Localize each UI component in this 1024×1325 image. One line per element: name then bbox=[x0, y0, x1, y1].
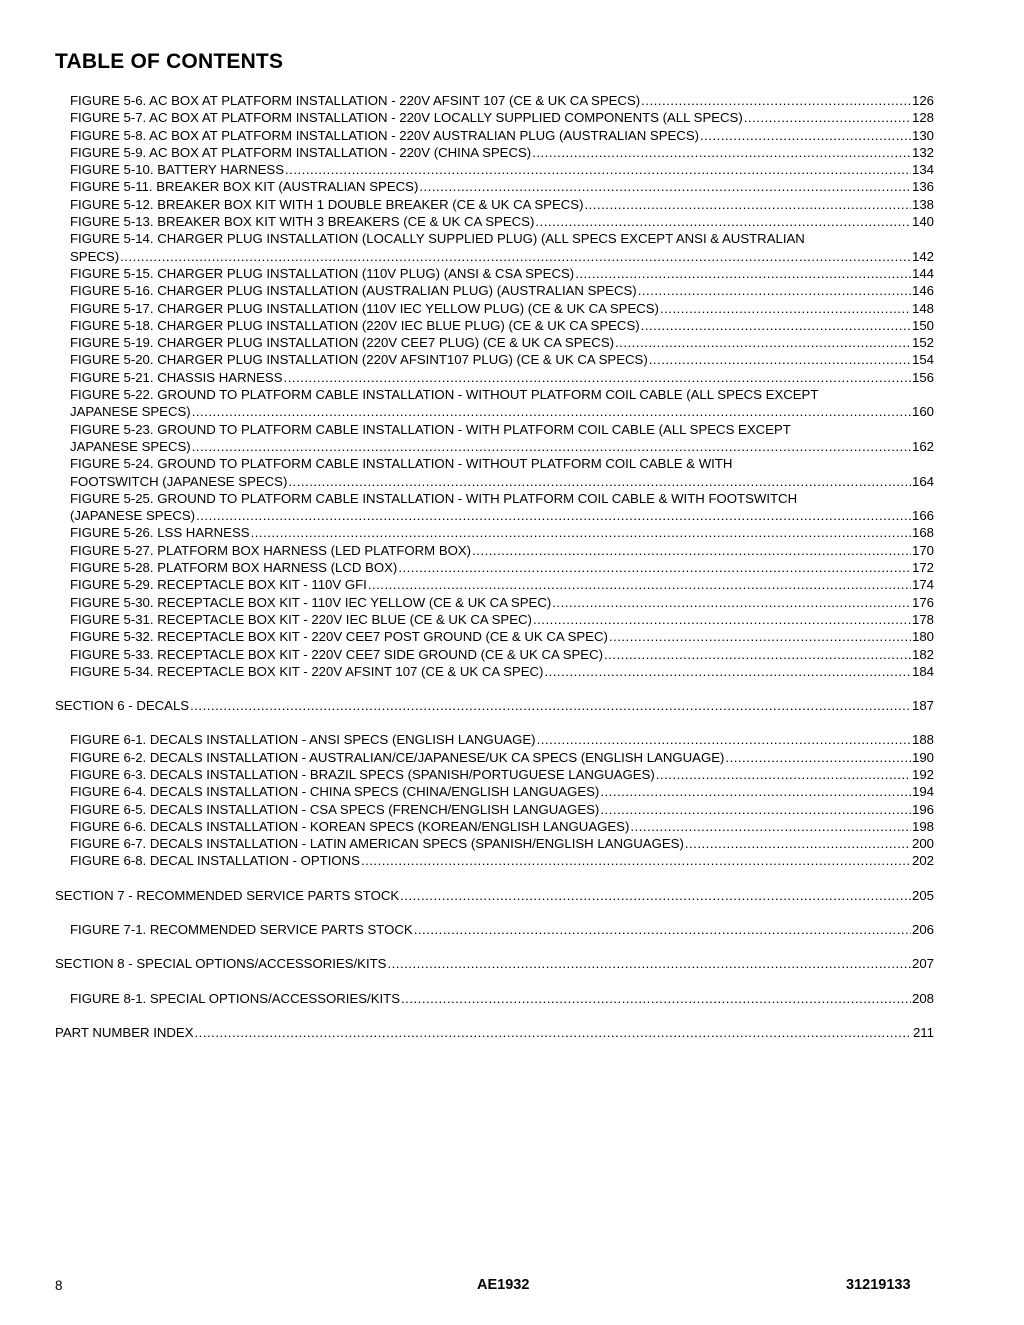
toc-figure-entry[interactable] bbox=[0, 801, 1024, 818]
dot-leader bbox=[398, 559, 911, 576]
toc-entry-title: FIGURE 5-14. CHARGER PLUG INSTALLATION (LOCALLY SUPPLIED PLUG) (ALL SPECS EXCEPT ANSI & AUSTRALIAN bbox=[70, 231, 805, 247]
toc-entry-title: FIGURE 5-8. AC BOX AT PLATFORM INSTALLATION - 220V AUSTRALIAN PLUG (AUSTRALIAN SPECS) bbox=[70, 127, 700, 143]
page-title: TABLE OF CONTENTS bbox=[55, 50, 284, 73]
dot-leader bbox=[615, 334, 911, 351]
toc-entry-title: FIGURE 5-34. RECEPTACLE BOX KIT - 220V AFSINT 107 (CE & UK CA SPEC) bbox=[70, 663, 544, 679]
toc-entry-line bbox=[0, 438, 934, 455]
toc-figure-entry[interactable] bbox=[0, 783, 1024, 800]
toc-entry-title: FIGURE 5-23. GROUND TO PLATFORM CABLE INSTALLATION - WITH PLATFORM COIL CABLE (ALL SPECS EXCEPT bbox=[70, 421, 791, 437]
toc-entry-line bbox=[0, 92, 934, 109]
dot-leader bbox=[192, 438, 911, 455]
section-spacer bbox=[0, 938, 1024, 955]
dot-leader bbox=[472, 542, 911, 559]
toc-figure-entry[interactable] bbox=[0, 646, 1024, 663]
toc-entry-line bbox=[0, 455, 934, 472]
toc-figure-entry[interactable] bbox=[0, 265, 1024, 282]
toc-entry-title: FIGURE 5-13. BREAKER BOX KIT WITH 3 BREAKERS (CE & UK CA SPECS) bbox=[70, 214, 535, 230]
dot-leader bbox=[641, 92, 911, 109]
dot-leader bbox=[387, 955, 911, 972]
dot-leader bbox=[744, 109, 911, 126]
toc-entry-title: FIGURE 5-18. CHARGER PLUG INSTALLATION (220V IEC BLUE PLUG) (CE & UK CA SPECS) bbox=[70, 317, 640, 333]
dot-leader bbox=[641, 317, 911, 334]
toc-entry-page-number: 142 bbox=[911, 248, 934, 264]
toc-figure-entry[interactable] bbox=[0, 161, 1024, 178]
toc-entry-title: FIGURE 6-1. DECALS INSTALLATION - ANSI SPECS (ENGLISH LANGUAGE) bbox=[70, 732, 536, 748]
toc-entry-line bbox=[0, 317, 934, 334]
toc-entry-title: FIGURE 5-24. GROUND TO PLATFORM CABLE INSTALLATION - WITHOUT PLATFORM COIL CABLE & WITH bbox=[70, 456, 733, 472]
toc-entry-page-number: 176 bbox=[911, 594, 934, 610]
toc-entry-title: FIGURE 5-33. RECEPTACLE BOX KIT - 220V CEE7 SIDE GROUND (CE & UK CA SPEC) bbox=[70, 646, 604, 662]
toc-figure-entry[interactable] bbox=[0, 317, 1024, 334]
toc-figure-entry[interactable] bbox=[0, 300, 1024, 317]
toc-entry-title: FIGURE 5-9. AC BOX AT PLATFORM INSTALLATION - 220V (CHINA SPECS) bbox=[70, 144, 532, 160]
dot-leader bbox=[609, 628, 911, 645]
dot-leader bbox=[700, 127, 911, 144]
toc-entry-line bbox=[0, 524, 934, 541]
toc-entry-line bbox=[0, 611, 934, 628]
section-spacer bbox=[0, 973, 1024, 990]
toc-entry-line bbox=[0, 127, 934, 144]
toc-figure-entry[interactable] bbox=[0, 144, 1024, 161]
toc-entry-page-number: 170 bbox=[911, 542, 934, 558]
toc-entry-line bbox=[0, 403, 934, 420]
toc-entry-title: SPECS) bbox=[70, 248, 120, 264]
toc-entry-title: FOOTSWITCH (JAPANESE SPECS) bbox=[70, 473, 288, 489]
toc-figure-entry[interactable] bbox=[0, 749, 1024, 766]
toc-entry-page-number: 154 bbox=[911, 352, 934, 368]
toc-entry-line bbox=[0, 473, 934, 490]
dot-leader bbox=[419, 178, 911, 195]
toc-entry-title: FIGURE 5-19. CHARGER PLUG INSTALLATION (220V CEE7 PLUG) (CE & UK CA SPECS) bbox=[70, 335, 615, 351]
toc-figure-entry[interactable] bbox=[0, 663, 1024, 680]
toc-entry-title: FIGURE 5-27. PLATFORM BOX HARNESS (LED PLATFORM BOX) bbox=[70, 542, 472, 558]
toc-figure-entry[interactable] bbox=[0, 282, 1024, 299]
toc-entry-line bbox=[0, 213, 934, 230]
toc-section-entry[interactable] bbox=[0, 697, 1024, 714]
toc-entry-page-number: 206 bbox=[911, 922, 934, 938]
toc-entry-line bbox=[0, 766, 934, 783]
toc-figure-entry[interactable] bbox=[0, 455, 1024, 490]
toc-entry-title: FIGURE 8-1. SPECIAL OPTIONS/ACCESSORIES/KITS bbox=[70, 990, 401, 1006]
toc-entry-line bbox=[0, 697, 934, 714]
toc-entry-line bbox=[0, 230, 934, 247]
toc-figure-entry[interactable] bbox=[0, 213, 1024, 230]
toc-entry-title: FIGURE 5-30. RECEPTACLE BOX KIT - 110V IEC YELLOW (CE & UK CA SPEC) bbox=[70, 594, 552, 610]
dot-leader bbox=[361, 852, 911, 869]
toc-entry-line bbox=[0, 282, 934, 299]
toc-entry-page-number: 198 bbox=[911, 818, 934, 834]
dot-leader bbox=[120, 248, 911, 265]
toc-entry-page-number: 138 bbox=[911, 196, 934, 212]
toc-entry-page-number: 130 bbox=[911, 127, 934, 143]
toc-entry-title: FIGURE 6-8. DECAL INSTALLATION - OPTIONS bbox=[70, 853, 360, 869]
dot-leader bbox=[532, 144, 911, 161]
toc-figure-entry[interactable] bbox=[0, 921, 1024, 938]
toc-entry-title: FIGURE 5-10. BATTERY HARNESS bbox=[70, 162, 284, 178]
toc-entry-title: FIGURE 6-5. DECALS INSTALLATION - CSA SPECS (FRENCH/ENGLISH LANGUAGES) bbox=[70, 801, 600, 817]
toc-entry-line bbox=[0, 109, 934, 126]
toc-entry-title: FIGURE 5-6. AC BOX AT PLATFORM INSTALLATION - 220V AFSINT 107 (CE & UK CA SPECS) bbox=[70, 93, 641, 108]
toc-entry-page-number: 128 bbox=[911, 110, 934, 126]
dot-leader bbox=[725, 749, 911, 766]
dot-leader bbox=[533, 611, 911, 628]
toc-entry-line bbox=[0, 887, 934, 904]
toc-entry-line bbox=[0, 559, 934, 576]
section-spacer bbox=[0, 904, 1024, 921]
toc-entry-line bbox=[0, 542, 934, 559]
toc-entry-page-number: 182 bbox=[911, 646, 934, 662]
toc-entry-line bbox=[0, 507, 934, 524]
dot-leader bbox=[630, 818, 911, 835]
dot-leader bbox=[368, 576, 911, 593]
toc-entry-page-number: 134 bbox=[911, 162, 934, 178]
dot-leader bbox=[414, 921, 911, 938]
dot-leader bbox=[600, 801, 911, 818]
toc-entry-line bbox=[0, 144, 934, 161]
toc-entry-title: FIGURE 6-2. DECALS INSTALLATION - AUSTRALIAN/CE/JAPANESE/UK CA SPECS (ENGLISH LANGUAGE) bbox=[70, 749, 725, 765]
toc-entry-title: FIGURE 5-20. CHARGER PLUG INSTALLATION (220V AFSINT107 PLUG) (CE & UK CA SPECS) bbox=[70, 352, 648, 368]
dot-leader bbox=[190, 697, 911, 714]
footer-page-number: 8 bbox=[55, 1278, 63, 1293]
toc-entry-page-number: 205 bbox=[911, 887, 934, 903]
toc-entry-line bbox=[0, 490, 934, 507]
dot-leader bbox=[685, 835, 911, 852]
section-spacer bbox=[0, 1007, 1024, 1024]
toc-section-entry[interactable] bbox=[0, 1024, 1024, 1041]
toc-figure-entry[interactable] bbox=[0, 351, 1024, 368]
toc-entry-page-number: 188 bbox=[911, 732, 934, 748]
toc-entry-title: FIGURE 5-12. BREAKER BOX KIT WITH 1 DOUBLE BREAKER (CE & UK CA SPECS) bbox=[70, 196, 584, 212]
toc-entry-line bbox=[0, 731, 934, 748]
dot-leader bbox=[604, 646, 911, 663]
toc-entry-line bbox=[0, 818, 934, 835]
toc-entry-title: FIGURE 5-21. CHASSIS HARNESS bbox=[70, 369, 283, 385]
toc-entry-title: SECTION 8 - SPECIAL OPTIONS/ACCESSORIES/KITS bbox=[55, 956, 387, 972]
toc-entry-page-number: 211 bbox=[912, 1024, 934, 1040]
dot-leader bbox=[600, 783, 911, 800]
toc-entry-title: JAPANESE SPECS) bbox=[70, 404, 191, 420]
toc-entry-page-number: 148 bbox=[911, 300, 934, 316]
toc-entry-line bbox=[0, 990, 934, 1007]
toc-entry-title: SECTION 7 - RECOMMENDED SERVICE PARTS STOCK bbox=[55, 887, 400, 903]
toc-entry-page-number: 136 bbox=[911, 179, 934, 195]
toc-entry-title: FIGURE 5-17. CHARGER PLUG INSTALLATION (110V IEC YELLOW PLUG) (CE & UK CA SPECS) bbox=[70, 300, 659, 316]
toc-entry-page-number: 146 bbox=[911, 283, 934, 299]
dot-leader bbox=[251, 524, 911, 541]
toc-entry-line bbox=[0, 161, 934, 178]
toc-entry-line bbox=[0, 594, 934, 611]
toc-entry-page-number: 132 bbox=[911, 144, 934, 160]
dot-leader bbox=[552, 594, 911, 611]
toc-figure-entry[interactable] bbox=[0, 178, 1024, 195]
toc-entry-page-number: 180 bbox=[911, 629, 934, 645]
toc-figure-entry[interactable] bbox=[0, 490, 1024, 525]
toc-entry-page-number: 126 bbox=[911, 93, 934, 108]
toc-figure-entry[interactable] bbox=[0, 576, 1024, 593]
toc-entry-page-number: 172 bbox=[911, 560, 934, 576]
toc-figure-entry[interactable] bbox=[0, 369, 1024, 386]
toc-entry-title: FIGURE 5-25. GROUND TO PLATFORM CABLE INSTALLATION - WITH PLATFORM COIL CABLE & WITH FOOTSWITCH bbox=[70, 490, 798, 506]
toc-entry-page-number: 144 bbox=[911, 265, 934, 281]
toc-entry-page-number: 200 bbox=[911, 836, 934, 852]
toc-entry-page-number: 168 bbox=[911, 525, 934, 541]
toc-entry-title: FIGURE 6-4. DECALS INSTALLATION - CHINA SPECS (CHINA/ENGLISH LANGUAGES) bbox=[70, 784, 600, 800]
toc-entry-line bbox=[0, 955, 934, 972]
toc-entry-line bbox=[0, 265, 934, 282]
toc-entry-title: FIGURE 5-32. RECEPTACLE BOX KIT - 220V CEE7 POST GROUND (CE & UK CA SPEC) bbox=[70, 629, 608, 645]
dot-leader bbox=[544, 663, 911, 680]
dot-leader bbox=[288, 473, 911, 490]
toc-entry-page-number: 162 bbox=[911, 438, 934, 454]
toc-entry-line bbox=[0, 369, 934, 386]
section-spacer bbox=[0, 870, 1024, 887]
toc-entry-line bbox=[0, 835, 934, 852]
toc-entry-line bbox=[0, 749, 934, 766]
dot-leader bbox=[195, 1024, 912, 1041]
toc-figure-entry[interactable] bbox=[0, 92, 1024, 109]
toc-entry-line bbox=[0, 663, 934, 680]
dot-leader bbox=[638, 282, 911, 299]
toc-entry-page-number: 152 bbox=[911, 335, 934, 351]
toc-entry-page-number: 190 bbox=[911, 749, 934, 765]
toc-section-entry[interactable] bbox=[0, 955, 1024, 972]
toc-entry-page-number: 160 bbox=[911, 404, 934, 420]
toc-entry-title: FIGURE 5-11. BREAKER BOX KIT (AUSTRALIAN SPECS) bbox=[70, 179, 419, 195]
toc-figure-entry[interactable] bbox=[0, 542, 1024, 559]
dot-leader bbox=[401, 990, 911, 1007]
toc-entry-title: FIGURE 5-15. CHARGER PLUG INSTALLATION (110V PLUG) (ANSI & CSA SPECS) bbox=[70, 265, 575, 281]
toc-entry-title: FIGURE 7-1. RECOMMENDED SERVICE PARTS STOCK bbox=[70, 922, 413, 938]
toc-list bbox=[0, 92, 1024, 1041]
footer-doc-number: 31219133 bbox=[846, 1277, 911, 1293]
toc-entry-line bbox=[0, 801, 934, 818]
toc-entry-title: FIGURE 5-16. CHARGER PLUG INSTALLATION (AUSTRALIAN PLUG) (AUSTRALIAN SPECS) bbox=[70, 283, 637, 299]
toc-entry-title: PART NUMBER INDEX bbox=[55, 1024, 194, 1040]
dot-leader bbox=[584, 196, 911, 213]
toc-figure-entry[interactable] bbox=[0, 835, 1024, 852]
toc-entry-title: FIGURE 6-7. DECALS INSTALLATION - LATIN AMERICAN SPECS (SPANISH/ENGLISH LANGUAGES) bbox=[70, 836, 684, 852]
dot-leader bbox=[285, 161, 911, 178]
toc-entry-line bbox=[0, 576, 934, 593]
dot-leader bbox=[400, 887, 911, 904]
toc-entry-title: FIGURE 6-3. DECALS INSTALLATION - BRAZIL SPECS (SPANISH/PORTUGUESE LANGUAGES) bbox=[70, 766, 655, 782]
toc-entry-page-number: 156 bbox=[911, 369, 934, 385]
dot-leader bbox=[660, 300, 911, 317]
toc-entry-line bbox=[0, 1024, 934, 1041]
toc-entry-page-number: 192 bbox=[911, 766, 934, 782]
dot-leader bbox=[649, 351, 911, 368]
toc-figure-entry[interactable] bbox=[0, 611, 1024, 628]
toc-entry-line bbox=[0, 628, 934, 645]
toc-entry-title: SECTION 6 - DECALS bbox=[55, 698, 190, 714]
toc-entry-line bbox=[0, 783, 934, 800]
toc-figure-entry[interactable] bbox=[0, 421, 1024, 456]
toc-figure-entry[interactable] bbox=[0, 524, 1024, 541]
dot-leader bbox=[656, 766, 911, 783]
toc-figure-entry[interactable] bbox=[0, 731, 1024, 748]
toc-entry-page-number: 140 bbox=[911, 214, 934, 230]
toc-entry-line bbox=[0, 852, 934, 869]
dot-leader bbox=[535, 213, 911, 230]
toc-figure-entry[interactable] bbox=[0, 559, 1024, 576]
toc-figure-entry[interactable] bbox=[0, 127, 1024, 144]
toc-entry-title: FIGURE 5-31. RECEPTACLE BOX KIT - 220V IEC BLUE (CE & UK CA SPEC) bbox=[70, 611, 532, 627]
toc-entry-title: FIGURE 5-7. AC BOX AT PLATFORM INSTALLATION - 220V LOCALLY SUPPLIED COMPONENTS (ALL SPECS) bbox=[70, 110, 743, 126]
dot-leader bbox=[196, 507, 911, 524]
toc-figure-entry[interactable] bbox=[0, 990, 1024, 1007]
toc-entry-page-number: 196 bbox=[911, 801, 934, 817]
toc-entry-line bbox=[0, 300, 934, 317]
toc-figure-entry[interactable] bbox=[0, 386, 1024, 421]
toc-entry-title: FIGURE 5-28. PLATFORM BOX HARNESS (LCD BOX) bbox=[70, 560, 398, 576]
toc-entry-line bbox=[0, 178, 934, 195]
toc-figure-entry[interactable] bbox=[0, 766, 1024, 783]
toc-figure-entry[interactable] bbox=[0, 628, 1024, 645]
toc-entry-page-number: 207 bbox=[911, 956, 934, 972]
dot-leader bbox=[537, 731, 911, 748]
toc-entry-title: JAPANESE SPECS) bbox=[70, 438, 191, 454]
dot-leader bbox=[192, 403, 911, 420]
toc-entry-line bbox=[0, 248, 934, 265]
section-spacer bbox=[0, 680, 1024, 697]
dot-leader bbox=[575, 265, 911, 282]
toc-figure-entry[interactable] bbox=[0, 818, 1024, 835]
toc-entry-page-number: 184 bbox=[911, 663, 934, 679]
toc-entry-page-number: 174 bbox=[911, 577, 934, 593]
toc-figure-entry[interactable] bbox=[0, 334, 1024, 351]
toc-figure-entry[interactable] bbox=[0, 230, 1024, 265]
toc-entry-page-number: 166 bbox=[911, 508, 934, 524]
toc-entry-title: FIGURE 5-29. RECEPTACLE BOX KIT - 110V GFI bbox=[70, 577, 367, 593]
toc-entry-line bbox=[0, 646, 934, 663]
dot-leader bbox=[284, 369, 911, 386]
toc-entry-line bbox=[0, 334, 934, 351]
toc-entry-page-number: 150 bbox=[911, 317, 934, 333]
toc-entry-title: FIGURE 5-26. LSS HARNESS bbox=[70, 525, 250, 541]
toc-figure-entry[interactable] bbox=[0, 196, 1024, 213]
toc-figure-entry[interactable] bbox=[0, 852, 1024, 869]
toc-entry-page-number: 178 bbox=[911, 611, 934, 627]
section-spacer bbox=[0, 714, 1024, 731]
toc-entry-line bbox=[0, 421, 934, 438]
toc-section-entry[interactable] bbox=[0, 887, 1024, 904]
toc-entry-page-number: 194 bbox=[911, 784, 934, 800]
toc-entry-page-number: 187 bbox=[911, 698, 934, 714]
toc-figure-entry[interactable] bbox=[0, 594, 1024, 611]
toc-entry-title: FIGURE 6-6. DECALS INSTALLATION - KOREAN SPECS (KOREAN/ENGLISH LANGUAGES) bbox=[70, 818, 630, 834]
toc-entry-line bbox=[0, 196, 934, 213]
toc-entry-line bbox=[0, 386, 934, 403]
toc-entry-page-number: 208 bbox=[911, 990, 934, 1006]
toc-entry-title: FIGURE 5-22. GROUND TO PLATFORM CABLE INSTALLATION - WITHOUT PLATFORM COIL CABLE (ALL SPECS EXCEPT bbox=[70, 387, 819, 403]
toc-entry-title: (JAPANESE SPECS) bbox=[70, 508, 196, 524]
footer-model: AE1932 bbox=[477, 1277, 530, 1293]
toc-figure-entry[interactable] bbox=[0, 109, 1024, 126]
toc-entry-page-number: 164 bbox=[911, 473, 934, 489]
toc-entry-line bbox=[0, 921, 934, 938]
toc-entry-line bbox=[0, 351, 934, 368]
toc-entry-page-number: 202 bbox=[911, 853, 934, 869]
